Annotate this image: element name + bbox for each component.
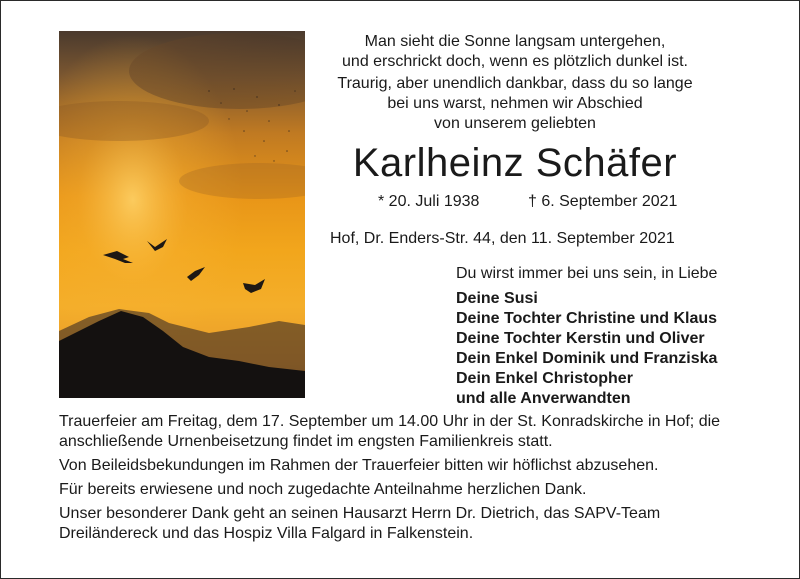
birth-date: * 20. Juli 1938: [378, 193, 480, 210]
mourners-intro: Du wirst immer bei uns sein, in Liebe: [456, 265, 718, 282]
mourner: Deine Susi: [456, 290, 538, 307]
notes: [59, 412, 739, 548]
sunset-sky-image: [59, 31, 305, 398]
note-special-thanks: Unser besonderer Dank geht an seinen Hausarzt Herrn Dr. Dietrich, das SAPV-Team Dreiländereck und das Hospiz Villa Falgard in Falkenstein.: [59, 505, 661, 542]
mourner: Deine Tochter Christine und Klaus: [456, 310, 718, 327]
poem-line: Traurig, aber unendlich dankbar, dass du so lange: [337, 75, 693, 92]
poem-line: und erschrickt doch, wenn es plötzlich dunkel ist.: [342, 53, 688, 70]
place-and-date: Hof, Dr. Enders-Str. 44, den 11. September 2021: [330, 230, 675, 247]
note-condolences: Von Beileidsbekundungen im Rahmen der Trauerfeier bitten wir höflichst abzusehen.: [59, 457, 659, 474]
mourner: Dein Enkel Christopher: [456, 370, 633, 387]
note-funeral: Trauerfeier am Freitag, dem 17. September um 14.00 Uhr in der St. Konradskirche in Hof; die anschließende Urnenbeisetzung findet im engsten Familienkreis statt.: [59, 413, 721, 450]
poem: [330, 32, 700, 134]
poem-line: Man sieht die Sonne langsam untergehen,: [364, 33, 666, 50]
poem-line: von unserem geliebten: [434, 115, 596, 132]
mourner: Dein Enkel Dominik und Franziska: [456, 350, 718, 367]
death-date: † 6. September 2021: [528, 193, 678, 210]
mourner: und alle Anverwandten: [456, 390, 631, 407]
poem-line: bei uns warst, nehmen wir Abschied: [387, 95, 643, 112]
deceased-name: Karlheinz Schäfer: [352, 141, 678, 185]
sunset-geese-photo: [59, 31, 305, 398]
note-thanks: Für bereits erwiesene und noch zugedachte Anteilnahme herzlichen Dank.: [59, 481, 587, 498]
mourner: Deine Tochter Kerstin und Oliver: [456, 330, 705, 347]
mourners-block: [456, 264, 786, 409]
